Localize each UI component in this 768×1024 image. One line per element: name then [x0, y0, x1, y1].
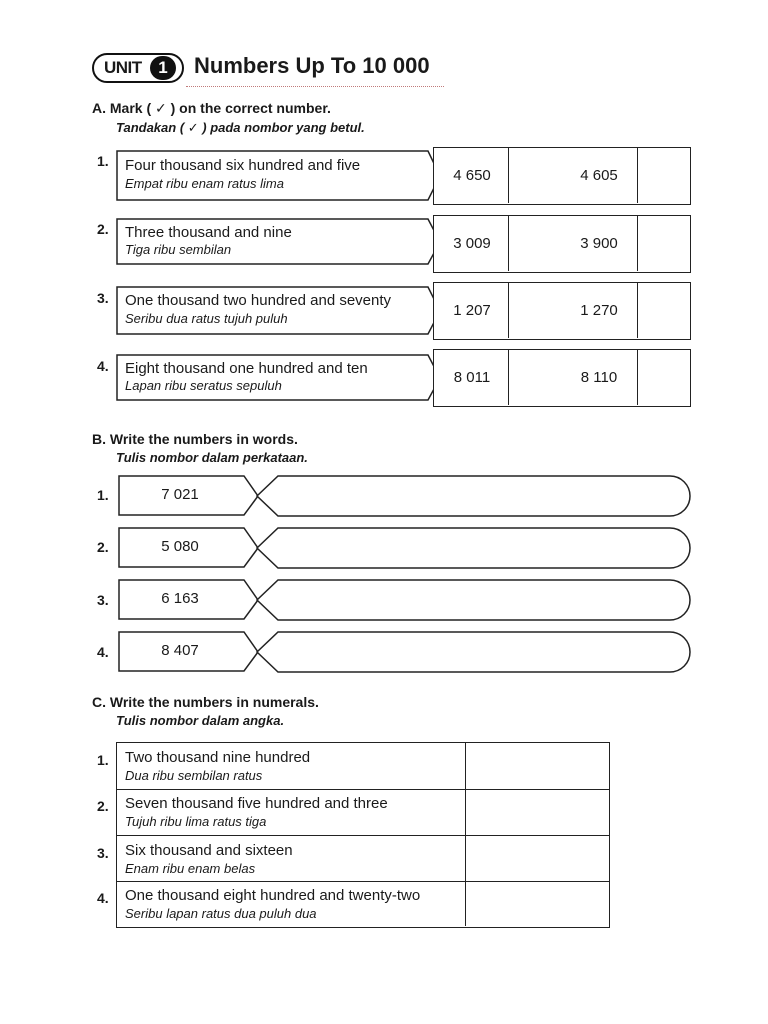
- c-item-number: 3.: [97, 845, 109, 861]
- section-a-subtitle: Tandakan ( ✓ ) pada nombor yang betul.: [116, 120, 365, 135]
- b-item-number: 4.: [97, 644, 109, 660]
- section-a-heading: [92, 100, 331, 117]
- option-value: 1 207: [453, 302, 491, 319]
- section-b-heading: [92, 431, 298, 447]
- c-item-number: 1.: [97, 752, 109, 768]
- c-answer-cell[interactable]: [465, 882, 609, 926]
- a-item-english: One thousand two hundred and seventy: [125, 292, 392, 309]
- section-c-title: Write the numbers in numerals.: [109, 694, 319, 710]
- c-item-malay: Tujuh ribu lima ratus tiga: [125, 814, 267, 829]
- section-a-letter: A.: [92, 100, 106, 116]
- c-item-malay: Dua ribu sembilan ratus: [125, 768, 263, 783]
- c-answer-cell[interactable]: [465, 790, 609, 835]
- c-item-english: One thousand eight hundred and twenty-two: [125, 887, 421, 904]
- a-item-malay: Empat ribu enam ratus lima: [125, 176, 284, 191]
- b-number-value: 8 407: [161, 642, 199, 659]
- table-row: [117, 743, 609, 789]
- tick-box[interactable]: [508, 283, 561, 338]
- section-b-subtitle: Tulis nombor dalam perkataan.: [116, 450, 308, 465]
- option-value: 8 011: [453, 369, 491, 386]
- section-b-letter: B.: [92, 431, 106, 447]
- c-item-english: Six thousand and sixteen: [125, 842, 293, 859]
- tick-box[interactable]: [508, 148, 561, 203]
- a-item-english: Three thousand and nine: [125, 224, 292, 241]
- section-b-title: Write the numbers in words.: [109, 431, 298, 447]
- b-number-value: 7 021: [161, 486, 199, 503]
- c-item-english: Seven thousand five hundred and three: [125, 795, 388, 812]
- tick-box[interactable]: [637, 148, 690, 203]
- section-a-title: Mark ( ✓ ) on the correct number.: [109, 100, 331, 116]
- section-c-subtitle: Tulis nombor dalam angka.: [116, 713, 285, 728]
- a-item-options: [433, 147, 691, 205]
- table-row: [117, 881, 609, 926]
- c-item-english: Two thousand nine hundred: [125, 749, 311, 766]
- option-value: 8 110: [580, 369, 618, 386]
- section-c-letter: C.: [92, 694, 106, 710]
- option-value: 3 009: [453, 235, 491, 252]
- a-item-options: [433, 282, 691, 340]
- a-item-number: 4.: [97, 358, 109, 374]
- a-item-malay: Lapan ribu seratus sepuluh: [125, 378, 282, 393]
- option-value: 1 270: [580, 302, 618, 319]
- c-answer-cell[interactable]: [465, 836, 609, 881]
- option-value: 3 900: [580, 235, 618, 252]
- tick-box[interactable]: [637, 283, 690, 338]
- table-row: [117, 789, 609, 835]
- b-answer-field[interactable]: [256, 527, 692, 569]
- b-number-value: 6 163: [161, 590, 199, 607]
- b-answer-field[interactable]: [256, 579, 692, 621]
- a-item-number: 2.: [97, 221, 109, 237]
- page-title: Numbers Up To 10 000: [194, 53, 430, 78]
- a-item-number: 1.: [97, 153, 109, 169]
- c-item-number: 4.: [97, 890, 109, 906]
- a-item-malay: Tiga ribu sembilan: [125, 242, 232, 257]
- unit-number: 1: [150, 56, 176, 80]
- c-item-malay: Seribu lapan ratus dua puluh dua: [125, 906, 317, 921]
- unit-label: UNIT: [104, 58, 142, 77]
- tick-box[interactable]: [508, 350, 561, 405]
- a-item-options: [433, 215, 691, 273]
- b-item-number: 1.: [97, 487, 109, 503]
- b-answer-field[interactable]: [256, 475, 692, 517]
- b-item-number: 2.: [97, 539, 109, 555]
- b-answer-field[interactable]: [256, 631, 692, 673]
- option-value: 4 605: [580, 167, 618, 184]
- unit-badge: [92, 53, 184, 83]
- a-item-options: [433, 349, 691, 407]
- c-answer-cell[interactable]: [465, 743, 609, 789]
- title-underline: [186, 86, 444, 87]
- section-c-heading: [92, 694, 319, 710]
- c-item-number: 2.: [97, 798, 109, 814]
- a-item-english: Eight thousand one hundred and ten: [125, 360, 368, 377]
- c-item-malay: Enam ribu enam belas: [125, 861, 256, 876]
- a-item-english: Four thousand six hundred and five: [125, 157, 361, 174]
- table-row: [117, 835, 609, 881]
- b-number-value: 5 080: [161, 538, 199, 555]
- tick-box[interactable]: [637, 350, 690, 405]
- a-item-number: 3.: [97, 290, 109, 306]
- tick-box[interactable]: [637, 216, 690, 271]
- option-value: 4 650: [453, 167, 491, 184]
- tick-box[interactable]: [508, 216, 561, 271]
- numerals-table: [116, 742, 610, 928]
- a-item-malay: Seribu dua ratus tujuh puluh: [125, 311, 288, 326]
- b-item-number: 3.: [97, 592, 109, 608]
